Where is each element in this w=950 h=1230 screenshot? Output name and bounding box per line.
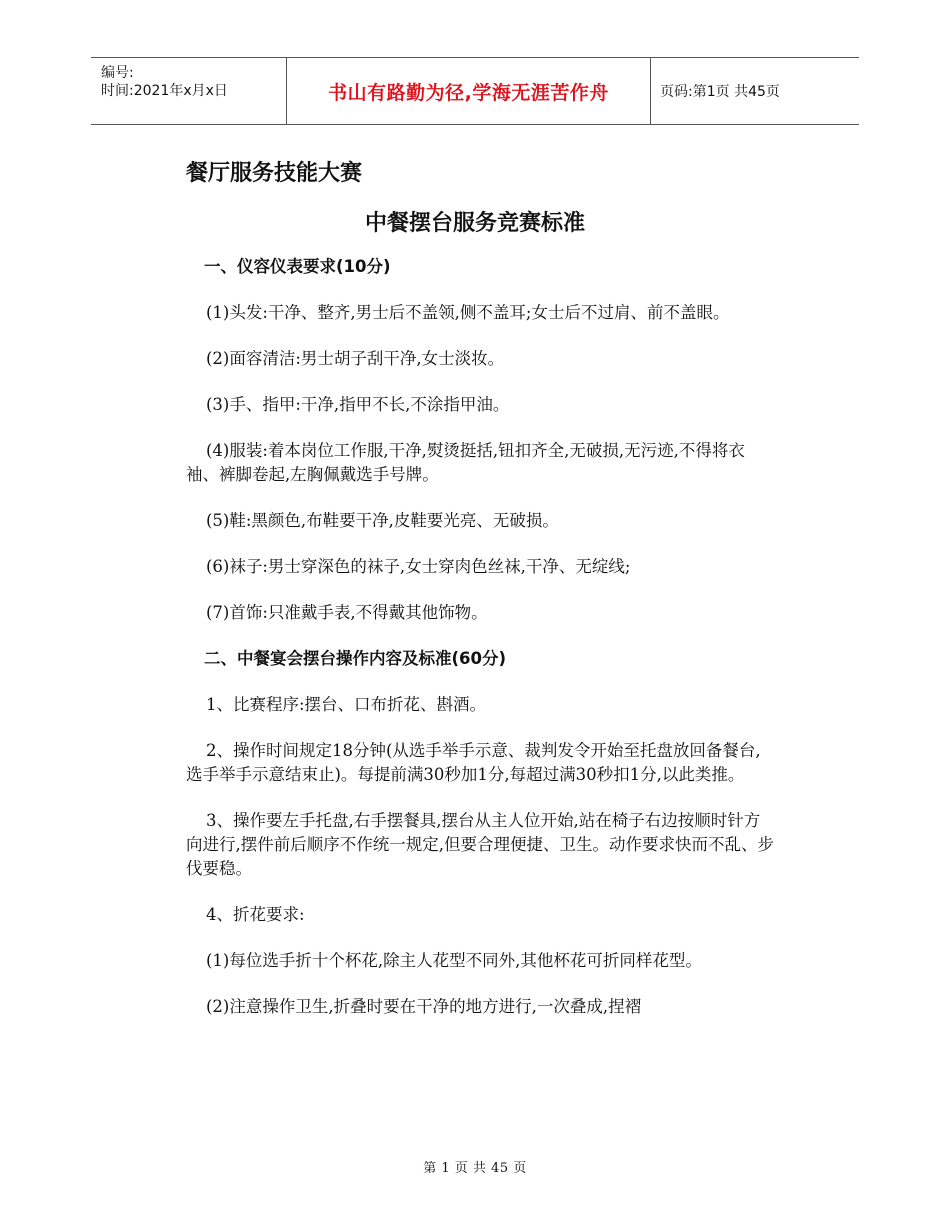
header-page-cell [650, 58, 859, 124]
section-heading: 一、仪容仪表要求(10分) [204, 257, 391, 276]
document-subtitle: 中餐摆台服务竞赛标准 [364, 211, 585, 236]
time-label: 时间:2021年x月x日 [101, 83, 228, 99]
paragraph: (1)每位选手折十个杯花,除主人花型不同外,其他杯花可折同样花型。 [206, 951, 702, 970]
number-label: 编号: [101, 65, 134, 81]
paragraph: 3、操作要左手托盘,右手摆餐具,摆台从主人位开始,站在椅子右边按顺时针方向进行,摆件前后顺序不作统一规定,但要合理便捷、卫生。动作要求快而不乱、步伐要稳。 [186, 811, 774, 878]
paragraph: 1、比赛程序:摆台、口布折花、斟酒。 [206, 695, 487, 714]
document-header [91, 57, 859, 125]
header-motto-cell [286, 58, 651, 124]
page-footer: 第 1 页 共 45 页 [423, 1161, 527, 1176]
paragraph: 2、操作时间规定18分钟(从选手举手示意、裁判发令开始至托盘放回备餐台,选手举手示意结束止)。每提前满30秒加1分,每超过满30秒扣1分,以此类推。 [186, 741, 761, 784]
document-title: 餐厅服务技能大赛 [186, 161, 363, 186]
document-body [186, 255, 776, 1041]
paragraph: (7)首饰:只准戴手表,不得戴其他饰物。 [206, 603, 488, 622]
paragraph: (5)鞋:黑颜色,布鞋要干净,皮鞋要光亮、无破损。 [206, 511, 559, 530]
paragraph: (3)手、指甲:干净,指甲不长,不涂指甲油。 [206, 395, 510, 414]
paragraph: (4)服装:着本岗位工作服,干净,熨烫挺括,钮扣齐全,无破损,无污迹,不得将衣袖、裤脚卷起,左胸佩戴选手号牌。 [186, 441, 745, 484]
section-heading: 二、中餐宴会摆台操作内容及标准(60分) [204, 649, 507, 668]
paragraph: (6)袜子:男士穿深色的袜子,女士穿肉色丝袜,干净、无绽线; [206, 557, 631, 576]
paragraph: (2)注意操作卫生,折叠时要在干净的地方进行,一次叠成,捏褶 [206, 997, 642, 1016]
page-info: 页码:第1页 共45页 [660, 84, 780, 100]
header-meta-cell [91, 58, 286, 124]
paragraph: (2)面容清洁:男士胡子刮干净,女士淡妆。 [206, 349, 505, 368]
paragraph: 4、折花要求: [206, 905, 305, 924]
paragraph: (1)头发:干净、整齐,男士后不盖领,侧不盖耳;女士后不过肩、前不盖眼。 [206, 303, 730, 322]
motto-text: 书山有路勤为径,学海无涯苦作舟 [328, 81, 609, 104]
